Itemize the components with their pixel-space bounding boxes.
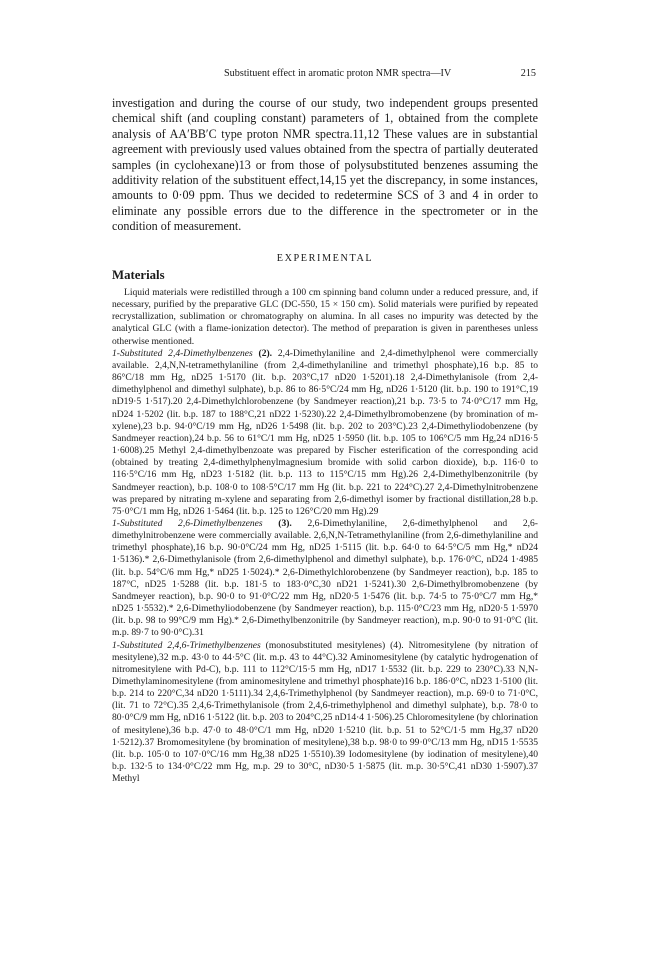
entry-compound: (monosubstituted mesitylenes) (4). — [265, 639, 404, 651]
section-heading: EXPERIMENTAL — [276, 253, 374, 264]
entry-label: 1-Substituted 2,4,6-Trimethylbenzenes — [112, 639, 261, 651]
running-title: Substituent effect in aromatic proton NMR spectra—IV — [224, 68, 452, 79]
entry-text: 2,4-Dimethylaniline and 2,4-dimethylphenol were commercially available. 2,4,N,N-tetramethylaniline (from 2,4-dimethylaniline and trimethyl phosphate),16 b.p. 85 to 86°C/18 mm Hg, nD25 1·5170 (lit. b.p. 203°C,17 nD20 1·5201).18 2,4-Dimethylanisole (from 2,4-dimethylphenol and dimethyl sulphate), b.p. 86 to 86·5°C/24 mm Hg, nD26 1·5120 (lit. b.p. 190 to 191°C,19 nD19·5 1·517).20 2,4-Dimethylchlorobenzene (by Sandmeyer reaction),21 b.p. 73·5 to 74·0°C/17 mm Hg, nD24 1·5202 (lit. b.p. 187 to 188°C,21 nD22 1·5230).22 2,4-Dimethylbromobenzene (by bromination of m-xylene),23 b.p. 94·0°C/19 mm Hg, nD26 1·5498 (lit. b.p. 202 to 203°C).23 2,4-Dimethyliodobenzene (by Sandmeyer reaction),24 b.p. 56 to 61°C/1 mm Hg, nD25 1·5950 (lit. b.p. 105 to 106°C/5 mm Hg,24 nD16·5 1·6008).25 Methyl 2,4-dimethylbenzoate was prepared by Fischer esterification of the corresponding acid (obtained by treating 2,4-dimethylphenylmagnesium bromide with solid carbon dioxide), b.p. 116·0 to 116·5°C/16 mm Hg, nD23 1·5182 (lit. b.p. 113 to 115°C/15 mm Hg).26 2,4-Dimethylbenzonitrile (by Sandmeyer reaction), b.p. 108·0 to 108·5°C/17 mm Hg (lit. b.p. 221 to 224°C).27 2,4-Dimethylnitrobenzene was prepared by nitrating m-xylene and separating from 2,6-dimethyl isomer by fractional distillation,28 b.p. 75·0°C/1 mm Hg, nD26 1·5464 (lit. b.p. 125 to 126°C/20 mm Hg).29 — [112, 347, 539, 517]
entry-trimethylbenzenes — [112, 640, 538, 786]
entry-dimethylbenzenes-26 — [112, 518, 538, 640]
materials-body — [112, 287, 538, 785]
running-head — [112, 68, 536, 82]
entry-label: 1-Substituted 2,4-Dimethylbenzenes — [112, 347, 253, 359]
entry-compound: (3). — [278, 517, 292, 529]
entry-text: 2,6-Dimethylaniline, 2,6-dimethylphenol and 2,6-dimethylnitrobenzene were commercially available. 2,6,N,N-Tetramethylaniline (from 2,6-dimethylaniline and trimethyl phosphate),16 b.p. 90·0°C/24 mm Hg, nD25 1·5115 (lit. b.p. 64·0 to 64·5°C/5 mm Hg,* nD24 1·5136).* 2,6-Dimethylanisole (from 2,6-dimethylphenol and dimethyl sulphate), b.p. 176·0°C, nD24 1·4985 (lit. b.p. 54°C/6 mm Hg,* nD25 1·5024).* 2,6-Dimethylchlorobenzene (by Sandmeyer reaction), b.p. 185 to 187°C, nD25 1·5288 (lit. b.p. 181·5 to 183·0°C,30 nD21 1·5241).30 2,6-Dimethylbromobenzene (by Sandmeyer reaction), b.p. 90·0 to 91·0°C/22 mm Hg, nD20·5 1·5476 (lit. b.p. 74·5 to 75·0°C/7 mm Hg,* nD25 1·5532).* 2,6-Dimethyliodobenzene (by Sandmeyer reaction), b.p. 115·0°C/23 mm Hg, nD20·5 1·5970 (lit. b.p. 98 to 99°C/9 mm Hg).* 2,6-Dimethylbenzonitrile (by Sandmeyer reaction), m.p. 90·0 to 91·0°C (lit. m.p. 89·7 to 90·0°C).31 — [112, 517, 538, 639]
materials-general-paragraph: Liquid materials were redistilled through a 100 cm spinning band column under a reduced pressure, and, if necessary, purified by the preparative GLC (DC-550, 15 × 150 cm). Solid materials were purified by repeated recrystallization, sublimation or chromatography on alumina. In all cases no impurity was detected by the analytical GLC (with a flame-ionization detector). The method of preparation is given in parentheses unless otherwise mentioned. — [112, 287, 538, 347]
page-number: 215 — [520, 68, 536, 79]
subsection-heading: Materials — [112, 268, 165, 282]
entry-dimethylbenzenes-24 — [112, 348, 538, 518]
intro-paragraph: investigation and during the course of our study, two independent groups presented chemical shift (and coupling constant) parameters of 1, obtained from the complete analysis of AA′BB′C type proton NMR spectra.11,12 These values are in substantial agreement with previously used values obtained from the spectra of partially deuterated samples (in cyclohexane)13 or from those of polysubstituted benzenes assuming the additivity relation of the substituent effect,14,15 yet the discrepancy, in some instances, amounts to 0·09 ppm. Thus we decided to redetermine SCS of 3 and 4 in order to eliminate any possible errors due to the difference in the spectrometer or in the condition of measurement. — [112, 96, 538, 234]
entry-text: Nitromesitylene (by nitration of mesitylene),32 m.p. 43·0 to 44·5°C (lit. m.p. 43 to 44°C).32 Aminomesitylene (by catalytic hydrogenation of nitromesitylene with Pd-C), b.p. 111 to 112°C/15·5 mm Hg, nD17 1·5532 (lit. b.p. 229 to 230°C).33 N,N-Dimethylaminomesitylene (from aminomesitylene and trimethyl phosphate)16 b.p. 186·0°C, nD23 1·5100 (lit. b.p. 214 to 220°C,34 nD20 1·5111).34 2,4,6-Trimethylphenol (by Sandmeyer reaction), m.p. 69·0 to 71·0°C, (lit. 71 to 72°C).35 2,4,6-Trimethylanisole (from 2,4,6-trimethylphenol and dimethyl sulphate), b.p. 78·0 to 80·0°C/9 mm Hg, nD16 1·5122 (lit. b.p. 203 to 204°C,25 nD14·4 1·506).25 Chloromesitylene (by chlorination of mesitylene),36 b.p. 47·0 to 48·0°C/1 mm Hg, nD20 1·5210 (lit. b.p. 51 to 52°C/1·5 mm Hg,37 nD20 1·5212).37 Bromomesitylene (by bromination of mesitylene),38 b.p. 98·0 to 99·0°C/13 mm Hg, nD15 1·5535 (lit. b.p. 105·0 to 107·0°C/16 mm Hg,38 nD25 1·5510).39 Iodomesitylene (by iodination of mesitylene),40 b.p. 132·5 to 134·0°C/22 mm Hg, m.p. 29 to 30°C, nD30·5 1·5875 (lit. m.p. 30·5°C,41 nD30 1·5907).37 Methyl — [112, 639, 539, 785]
entry-compound: (2). — [258, 347, 273, 359]
entry-label: 1-Substituted 2,6-Dimethylbenzenes — [112, 517, 263, 529]
